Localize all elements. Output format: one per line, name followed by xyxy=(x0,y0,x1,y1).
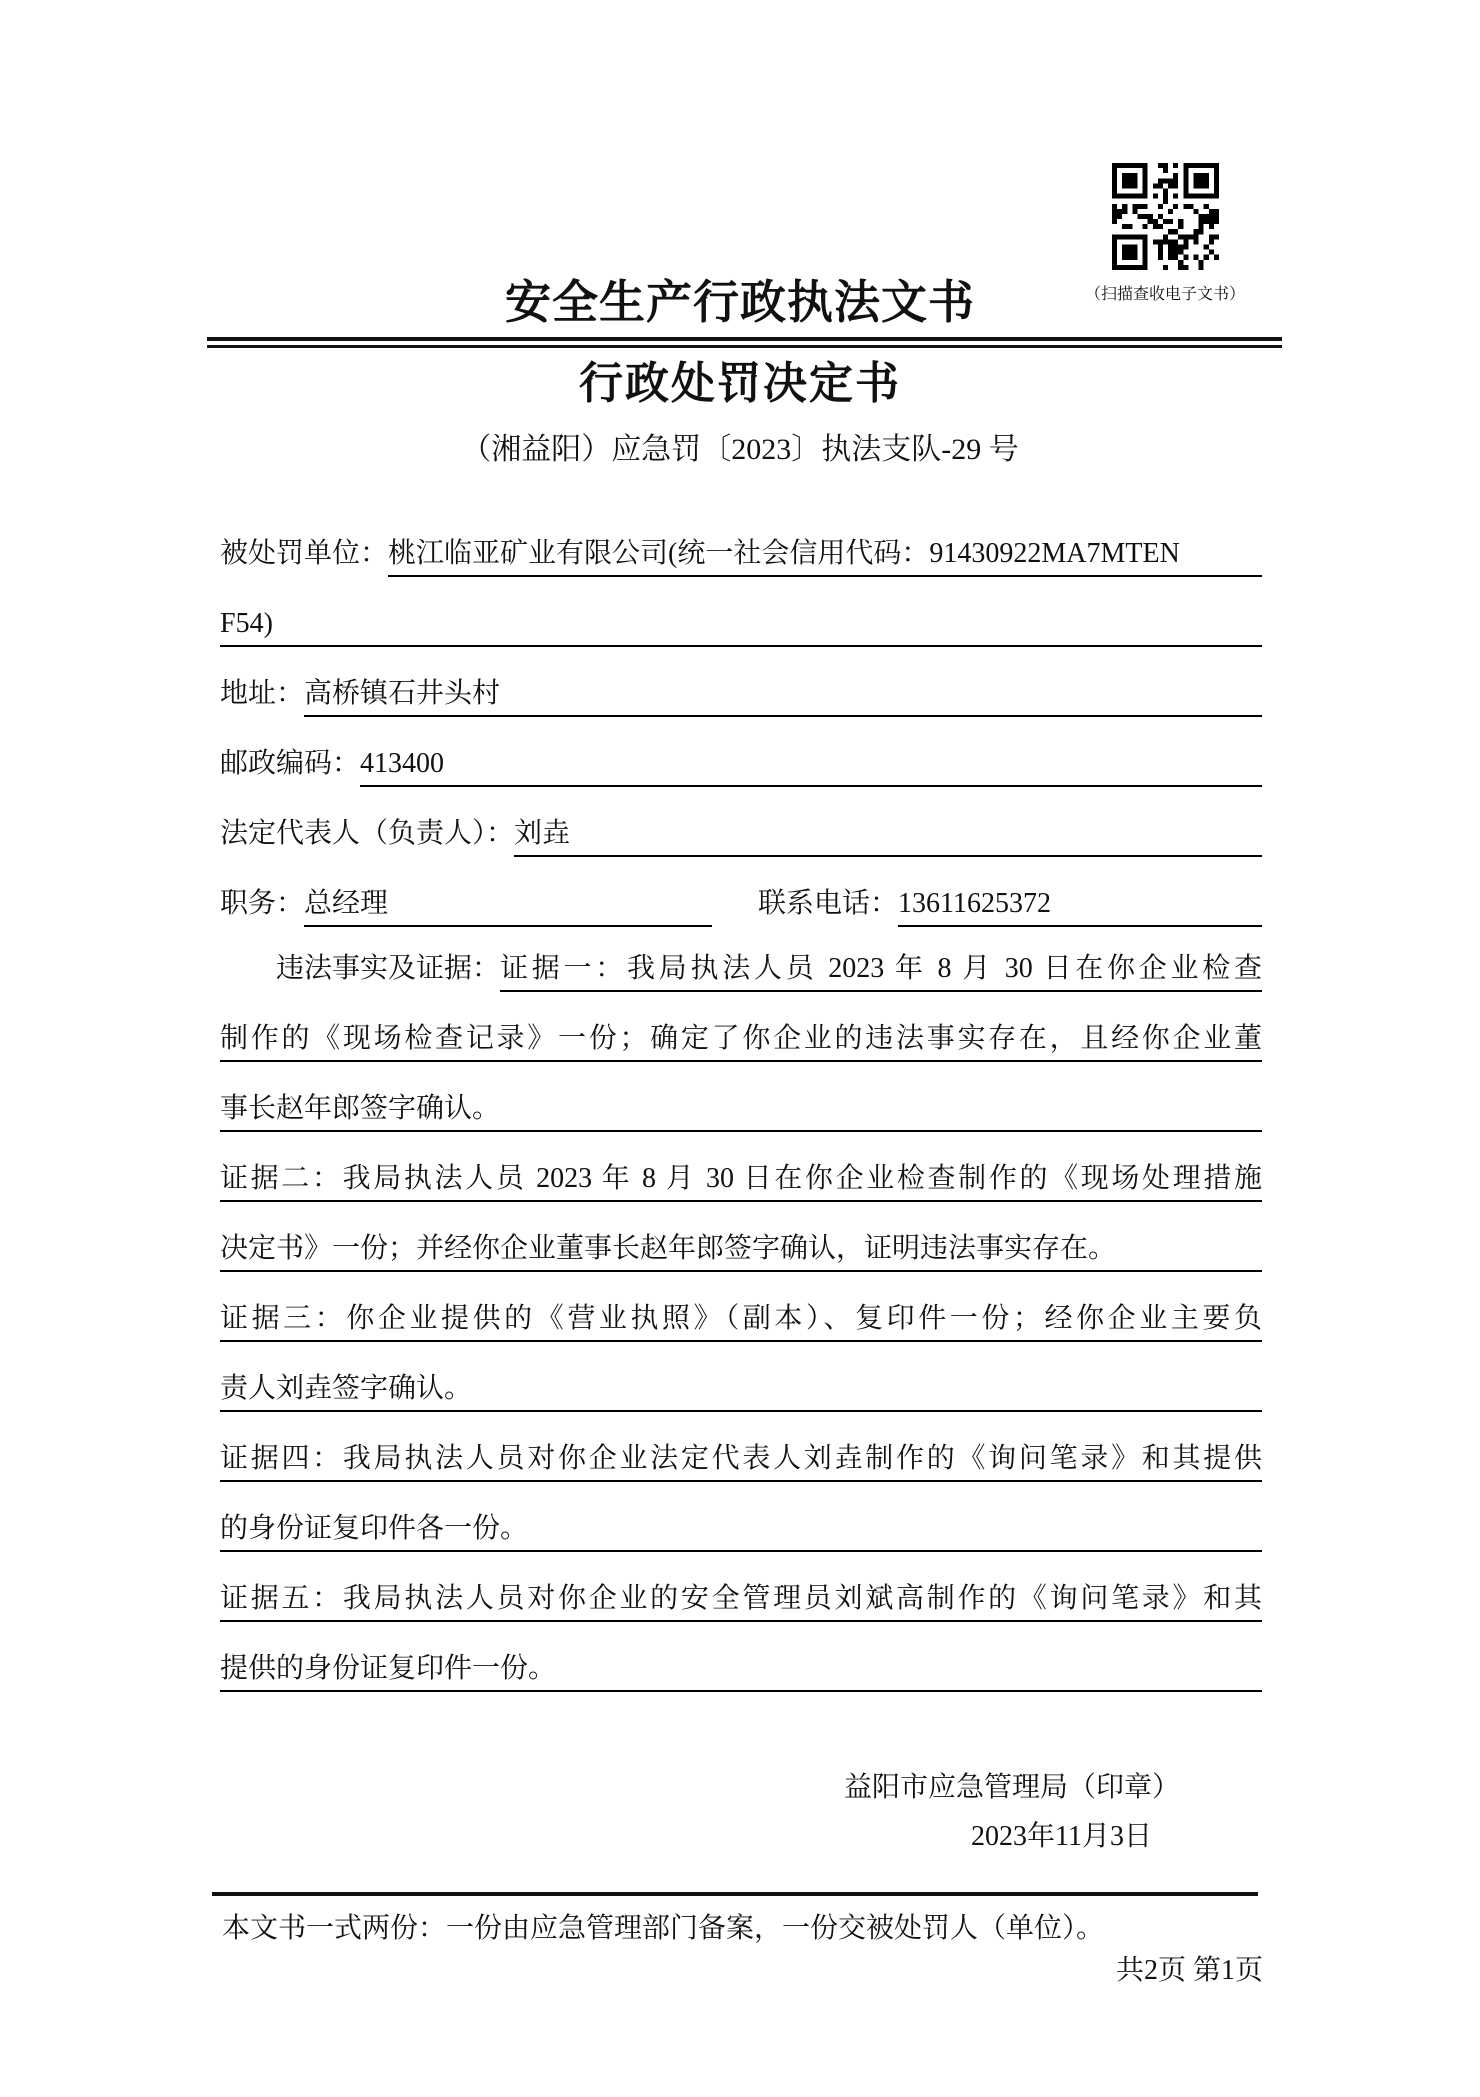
body-line-text: 制作的《现场检查记录》一份；确定了你企业的违法事实存在，且经你企业董 xyxy=(220,1023,1262,1062)
address-label: 地址： xyxy=(220,677,305,709)
body-line-text: 责人刘垚签字确认。 xyxy=(220,1373,1262,1412)
body-line-facts xyxy=(220,922,1262,992)
penalized-unit-label: 被处罚单位： xyxy=(220,537,389,569)
qr-code-icon xyxy=(1109,163,1222,270)
field-row-postcode xyxy=(220,717,1262,787)
phone-label: 联系电话： xyxy=(758,887,899,919)
evidence-first-line: 证据一：我局执法人员 2023 年 8 月 30 日在你企业检查 xyxy=(500,953,1262,992)
field-row-penalized-unit-cont xyxy=(220,577,1262,647)
position-value: 总经理 xyxy=(304,888,712,927)
phone-value: 13611625372 xyxy=(898,888,1262,927)
address-value: 高桥镇石井头村 xyxy=(304,678,1262,717)
body-line xyxy=(220,1482,1262,1552)
field-row-position-phone xyxy=(220,857,1262,927)
field-row-address xyxy=(220,647,1262,717)
postcode-label: 邮政编码： xyxy=(220,747,361,779)
penalized-unit-value-cont: F54) xyxy=(220,608,1262,647)
body-line-text: 证据五：我局执法人员对你企业的安全管理员刘斌高制作的《询问笔录》和其 xyxy=(220,1583,1262,1622)
document-title: 行政处罚决定书 xyxy=(579,359,901,408)
document-number: （湘益阳）应急罚〔2023〕执法支队-29 号 xyxy=(461,433,1019,466)
qr-caption: （扫描查收电子文书） xyxy=(1085,286,1246,303)
body-line xyxy=(220,1412,1262,1482)
body-line-text: 决定书》一份；并经你企业董事长赵年郎签字确认，证明违法事实存在。 xyxy=(220,1233,1262,1272)
body-line xyxy=(220,1062,1262,1132)
footer-divider xyxy=(212,1892,1258,1896)
body-line xyxy=(220,1272,1262,1342)
issuing-agency: 益阳市应急管理局（印章） xyxy=(843,1772,1180,1803)
facts-label: 违法事实及证据： xyxy=(276,952,501,984)
body-line-text: 证据三：你企业提供的《营业执照》（副本）、复印件一份；经你企业主要负 xyxy=(220,1303,1262,1342)
body-line-text: 提供的身份证复印件一份。 xyxy=(220,1653,1262,1692)
body-line xyxy=(220,1342,1262,1412)
body-line xyxy=(220,1622,1262,1692)
page-indicator: 共2页 第1页 xyxy=(1115,1955,1263,1986)
position-label: 职务： xyxy=(220,887,305,919)
body-line-text: 的身份证复印件各一份。 xyxy=(220,1513,1262,1552)
penalized-unit-value: 桃江临亚矿业有限公司(统一社会信用代码：91430922MA7MTEN xyxy=(388,538,1262,577)
title-divider xyxy=(207,337,1282,348)
body-line-text: 事长赵年郎签字确认。 xyxy=(220,1093,1262,1132)
body-line xyxy=(220,1132,1262,1202)
body-line-text: 证据四：我局执法人员对你企业法定代表人刘垚制作的《询问笔录》和其提供 xyxy=(220,1443,1262,1482)
body-line xyxy=(220,992,1262,1062)
body-line xyxy=(220,1552,1262,1622)
field-row-legal-rep xyxy=(220,787,1262,857)
body-text xyxy=(220,922,1262,1692)
body-line-text: 证据二：我局执法人员 2023 年 8 月 30 日在你企业检查制作的《现场处理措施 xyxy=(220,1163,1262,1202)
form-fields xyxy=(220,507,1262,927)
body-line xyxy=(220,1202,1262,1272)
body-lines xyxy=(220,992,1262,1692)
postcode-value: 413400 xyxy=(360,748,1262,787)
legal-rep-label: 法定代表人（负责人）： xyxy=(220,817,515,849)
issue-date: 2023年11月3日 xyxy=(971,1821,1152,1852)
footer-note: 本文书一式两份：一份由应急管理部门备案，一份交被处罚人（单位）。 xyxy=(222,1913,1105,1944)
field-row-penalized-unit xyxy=(220,507,1262,577)
document-category-title: 安全生产行政执法文书 xyxy=(505,277,975,328)
legal-rep-value: 刘垚 xyxy=(514,818,1262,857)
